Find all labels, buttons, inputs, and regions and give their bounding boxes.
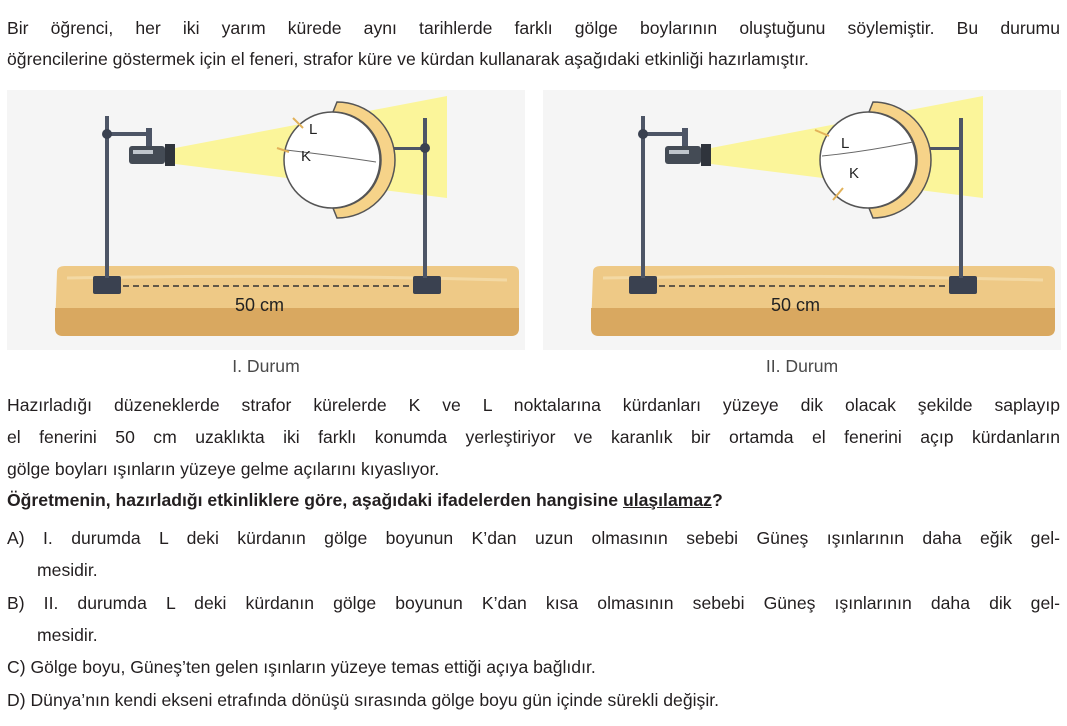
option-a-line-2: mesidir. (37, 560, 98, 580)
distance-label: 50 cm (771, 295, 821, 315)
option-b-line-1: B) II. durumda L deki kürdanın gölge boyunun K’dan kısa olmasının sebebi Güneş ışınlarının daha dik gel- (7, 593, 1060, 613)
board-front (591, 308, 1055, 336)
option-c[interactable] (7, 651, 1060, 683)
point-label-l: L (309, 121, 318, 138)
option-a[interactable] (7, 522, 1060, 586)
left-stand-pole (105, 116, 109, 278)
intro-line-2: öğrencilerine göstermek için el feneri, strafor küre ve kürdan kullanarak aşağıdaki etkinliği hazırlamıştır. (7, 49, 809, 69)
right-stand-base (413, 276, 441, 294)
left-stand-arm (107, 132, 151, 136)
body-line-3: gölge boyları ışınların yüzeye gelme açılarını kıyaslıyor. (7, 459, 440, 479)
option-d-line-1: D) Dünya’nın kendi ekseni etrafında dönüşü sırasında gölge boyu gün içinde sürekli değişir. (7, 690, 720, 710)
figure-2 (543, 90, 1061, 350)
flashlight (129, 146, 165, 164)
figure-caption-2: II. Durum (765, 356, 839, 376)
flashlight (665, 146, 701, 164)
setup-illustration-2 (543, 90, 1061, 350)
left-stand-base (629, 276, 657, 294)
question-suffix: ? (711, 490, 723, 510)
option-b[interactable] (7, 587, 1060, 651)
question-text (7, 485, 1060, 517)
distance-label: 50 cm (235, 295, 285, 315)
figure-caption-1: I. Durum (232, 356, 300, 376)
point-label-k: K (849, 165, 860, 182)
right-stand-pole (423, 118, 427, 278)
option-b-line-2: mesidir. (37, 625, 98, 645)
option-a-line-1: A) I. durumda L deki kürdanın gölge boyunun K’dan uzun olmasının sebebi Güneş ışınlarının daha eğik gel- (7, 528, 1060, 548)
point-label-k: K (301, 148, 312, 165)
body-line-2: el fenerini 50 cm uzaklıkta iki farklı konumda yerleştiriyor ve karanlık bir ortamda el fenerini açıp kürdanların (7, 427, 1060, 447)
body-line-1: Hazırladığı düzeneklerde strafor kürelerde K ve L noktalarına kürdanları yüzeye dik olacak şekilde saplayıp (7, 395, 1060, 415)
setup-illustration-1 (7, 90, 525, 350)
intro-line-1: Bir öğrenci, her iki yarım kürede aynı tarihlerde farklı gölge boylarının oluştuğunu söylemiştir. Bu durumu (7, 18, 1060, 38)
point-label-l: L (841, 135, 850, 152)
right-stand-base (949, 276, 977, 294)
right-stand-pole (959, 118, 963, 278)
left-stand-arm (643, 132, 687, 136)
left-stand-base (93, 276, 121, 294)
option-d[interactable] (7, 684, 1060, 716)
option-c-line-1: C) Gölge boyu, Güneş’ten gelen ışınların yüzeye temas ettiği açıya bağlıdır. (7, 657, 596, 677)
question-keyword: ulaşılamaz (622, 490, 712, 510)
left-stand-pole (641, 116, 645, 278)
board-front (55, 308, 519, 336)
styrofoam-globe (820, 112, 916, 208)
figure-1 (7, 90, 525, 350)
question-prefix: Öğretmenin, hazırladığı etkinliklere göre, aşağıdaki ifadelerden hangisine (7, 490, 623, 510)
